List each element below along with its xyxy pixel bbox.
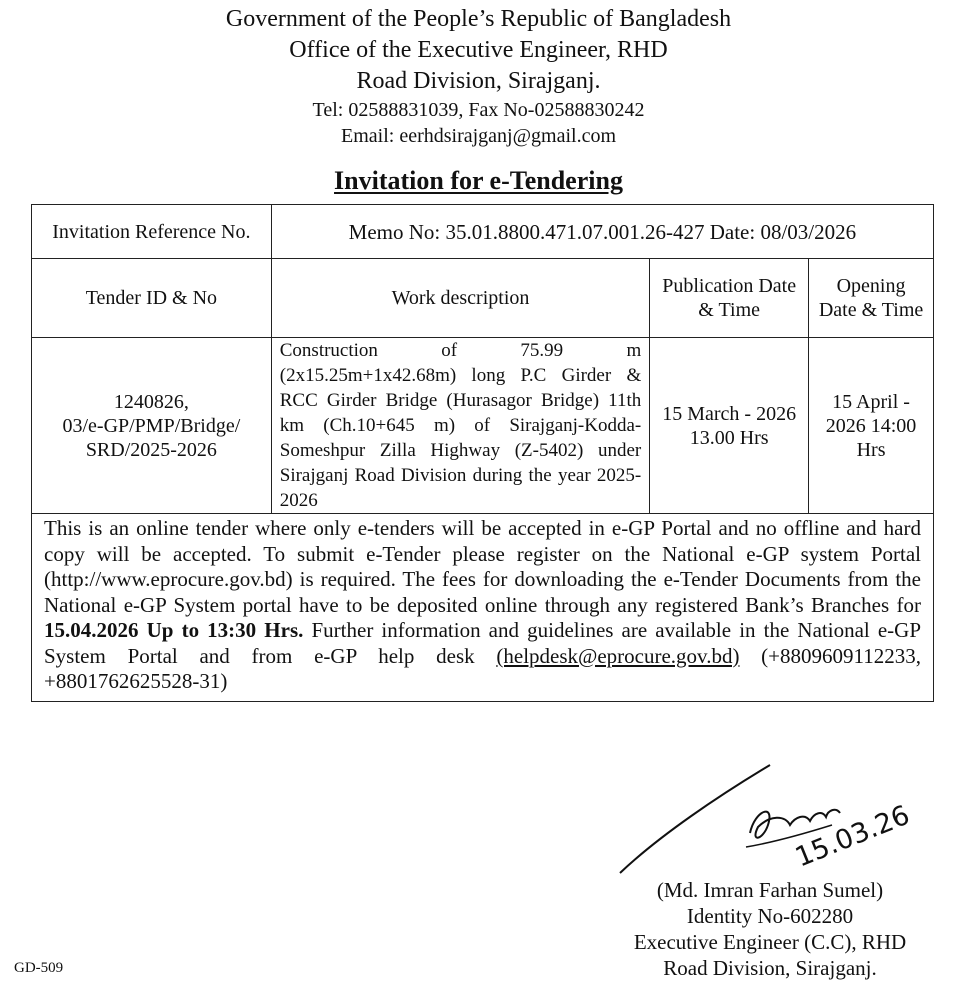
tender-table (31, 204, 934, 702)
division-name: Road Division, Sirajganj. (356, 68, 601, 94)
col-header-publication: Publication Date & Time (650, 259, 809, 338)
handwritten-signature (600, 755, 930, 885)
signatory-identity: Identity No-602280 (686, 904, 854, 928)
notice-part2: Further information and guidelines are available in the National e-GP System Portal and from e-GP help desk (44, 618, 921, 668)
reference-row (32, 205, 934, 259)
notice-text (32, 514, 934, 702)
notice-deadline: 15.04.2026 Up to 13:30 Hrs. (44, 618, 304, 642)
email-line: Email: eerhdsirajganj@gmail.com (341, 125, 616, 147)
government-name: Government of the People’s Republic of Bangladesh (225, 6, 732, 32)
signatory-block (600, 877, 940, 981)
tender-id-cell (32, 338, 272, 514)
signature-date: 15.03.26 (791, 799, 915, 874)
reference-label: Invitation Reference No. (32, 205, 272, 259)
signatory-name: (Md. Imran Farhan Sumel) (656, 878, 884, 902)
document-code: GD-509 (14, 960, 64, 976)
signatory-designation: Executive Engineer (C.C), RHD (633, 930, 907, 954)
tel-fax: Tel: 02588831039, Fax No-02588830242 (312, 99, 645, 121)
work-description: Construction of 75.99 m (2x15.25m+1x42.68m) long P.C Girder & RCC Girder Bridge (Hurasagor Bridge) 11th km (Ch.10+645 m) of Sirajganj-Kodda-Someshpur Zilla Highway (Z-5402) under Sirajganj Road Division during the year 2025-2026 (271, 338, 649, 514)
notice-part1: This is an online tender where only e-tenders will be accepted in e-GP Portal and no offline and hard copy will be accepted. To submit e-Tender please register on the National e-GP system Portal (http://www.eprocure.gov.bd) is required. The fees for downloading the e-Tender Documents from the National e-GP System portal have to be deposited online through any registered Bank’s Branches for (44, 516, 921, 617)
letterhead (0, 4, 957, 149)
page-title (0, 166, 957, 196)
table-row (32, 338, 934, 514)
office-name: Office of the Executive Engineer, RHD (289, 37, 668, 63)
col-header-tender-id: Tender ID & No (32, 259, 272, 338)
helpdesk-email-link[interactable]: (helpdesk@eprocure.gov.bd) (496, 643, 740, 668)
col-header-opening: Opening Date & Time (809, 259, 934, 338)
tender-no: 03/e-GP/PMP/Bridge/ SRD/2025-2026 (62, 414, 241, 461)
signatory-office: Road Division, Sirajganj. (663, 956, 877, 980)
tender-id: 1240826, (113, 390, 189, 413)
opening-date: 15 April - 2026 14:00 Hrs (809, 338, 934, 514)
table-header-row (32, 259, 934, 338)
publication-date: 15 March - 2026 13.00 Hrs (650, 338, 809, 514)
page-title-text: Invitation for e-Tendering (334, 166, 623, 195)
col-header-work-description: Work description (271, 259, 649, 338)
helpdesk-phones: (+8809609112233, +8801762625528-31) (44, 643, 921, 693)
reference-value: Memo No: 35.01.8800.471.07.001.26-427 Date: 08/03/2026 (271, 205, 933, 259)
notice-row (32, 514, 934, 702)
